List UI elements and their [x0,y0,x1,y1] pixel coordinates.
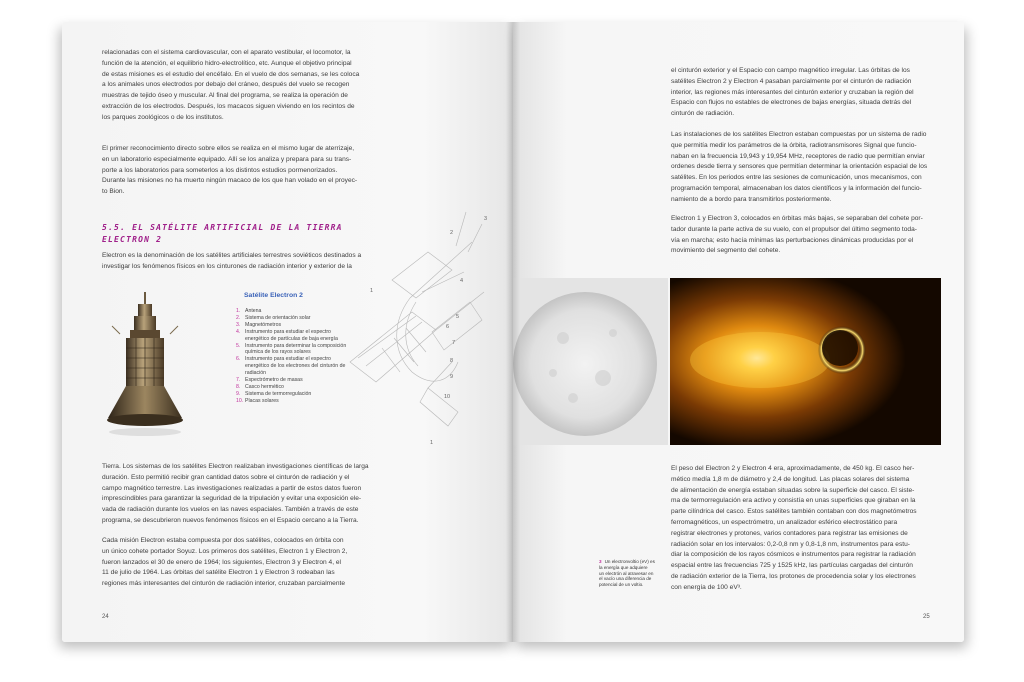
figure-title: Satélite Electron 2 [244,292,303,299]
text-line: regiones más interesantes del cinturón de radiación interior, cruzaban parcialmente [102,580,346,588]
legend-text: Instrumento para determinar la composición [245,342,347,349]
right-paragraph-2 [671,130,941,206]
text-line: un único cohete portador Soyuz. Los primeros dos satélites, Electron 1 y Electron 2, [102,547,348,555]
text-line: ma de termorregulación era activo y consistía en unas superficies que giraban en la [671,497,916,505]
satellite-wireframe-diagram [332,212,492,446]
text-line: de radiación exterior de la Tierra, los protones de procedencia solar y los electrones [671,572,916,580]
text-line: ferromagnéticos, un espectrómetro, un analizador esférico electrostático para [671,518,898,526]
text-line: tador durante la parte activa de su vuelo, con el propulsor del último segmento toda- [671,225,917,233]
text-line: con energía de 100 eV³. [671,583,742,591]
footnote-line: el vacío una diferencia de [599,576,652,582]
legend-text: Sistema de termorregulación [245,390,312,397]
left-paragraph-4 [102,536,384,590]
section-heading-line: ELECTRON 2 [102,235,163,244]
text-line: cinturón de radiación. [671,110,735,118]
satellite-photo [100,290,190,440]
diagram-label: 6 [446,324,450,330]
text-line: que permitía medir los parámetros de la órbita, radiotransmisores Signal que funcio- [671,141,917,149]
text-line: El primer reconocimiento directo sobre ellos se realiza en el mismo lugar de aterrizaje, [102,145,355,152]
text-line: naban en la frecuencia 19,943 y 19,954 MHz, receptores de radio que permitían enviar [671,152,925,160]
text-line: espacial entre las frecuencias 725 y 1525 kHz, las partículas cargadas del cinturón [671,562,913,570]
diagram-label: 10 [444,394,451,400]
legend-num: 8. [236,383,241,390]
text-line: de estas misiones es el estudio del encéfalo. En el vuelo de dos semanas, se les coloca [102,70,360,78]
diagram-label: 7 [452,340,456,346]
open-book [62,22,964,642]
text-line: Durante las misiones no ha muerto ningún macaco de los que han volado en el proyec- [102,177,358,185]
legend-num: 4. [236,328,241,335]
text-line: mético medía 1,8 m de diámetro y 2,4 de longitud. Las placas solares del sistema [671,475,910,483]
text-line: duración. Esto permitió recibir gran cantidad datos sobre el cinturón de radiación y el [102,473,350,481]
text-line: programación temporal, almacenaban los datos científicos y la información del funcio- [671,184,922,192]
text-line: registrar electrones y protones, varios contadores para registrar las emisiones de [671,529,908,537]
diagram-label: 5 [456,314,460,320]
right-paragraph-4 [671,464,941,594]
legend-num [236,336,245,343]
legend-num: 3. [236,321,241,328]
footnote-line: la energía que adquiere [599,564,648,570]
text-line: muestras de tejido óseo y muscular. Al final del programa, se realiza la operación de [102,92,348,100]
left-paragraph-1 [102,48,384,124]
legend-text: radiación [245,370,267,377]
right-paragraph-1 [671,66,941,120]
legend-text: Antena [245,308,262,314]
text-line: Las instalaciones de los satélites Electron estaban compuestas por un sistema de radio [671,131,927,138]
text-line: función de la atención, el equilibrio hidro-electrolítico, etc. Aunque el objetivo principal [102,59,352,67]
legend-text: Sistema de orientación solar [245,314,311,321]
text-line: movimiento del segmento del cohete. [671,247,781,255]
text-line: extracción de los electrodos. Después, los macacos siguen viviendo en los recintos de [102,102,355,110]
legend-num: 10. [236,397,244,404]
text-line: campo magnético terrestre. Las investigaciones realizadas a partir de estos datos fueron [102,484,362,492]
text-line: a los animales unos electrodos por debajo del cráneo, después del vuelo se recogen [102,81,350,89]
legend-text: química de los rayos solares [245,349,311,356]
legend-num: 5. [236,342,241,349]
left-page [62,22,513,642]
legend-num: 9. [236,390,241,397]
text-line: los parques zoológicos o de los institutos. [102,113,224,121]
footnote-line: potencial de un voltio. [599,582,644,588]
page-number: 25 [923,614,930,620]
text-line: vada de radiación durante los vuelos en las naves espaciales. También a través de este [102,506,359,514]
text-line: fueron lanzados el 30 de enero de 1964; los siguientes, Electron 3 y Electron 4, el [102,558,341,566]
legend-text: Instrumento para estudiar el espectro [245,328,331,335]
legend-text: Espectrómetro de masas [245,377,303,384]
text-line: satélites Electron 2 y Electron 4 pasaban parcialmente por el cinturón de radiación [671,77,912,85]
text-line: 11 de julio de 1964. Las órbitas del satélite Electron 1 y Electron 3 rodeaban las [102,569,335,577]
text-line: El peso del Electron 2 y Electron 4 era, aproximadamente, de 450 kg. El casco her- [671,465,915,472]
text-line: relacionadas con el sistema cardiovascular, con el aparato vestibular, el locomotor, la [102,49,351,56]
legend-num [236,349,245,356]
legend-num [236,363,245,370]
diagram-label: 9 [450,374,454,380]
text-line: Electron 1 y Electron 3, colocados en órbitas más bajas, se separaban del cohete por- [671,215,923,222]
legend-num [236,370,245,377]
diagram-label: 1 [430,440,434,446]
page-number: 24 [102,614,109,620]
footnote-line: un electrón al atravesar en [599,570,654,576]
text-line: to Bion. [102,188,125,196]
right-page [513,22,964,642]
right-paragraph-3 [671,214,941,257]
text-line: Cada misión Electron estaba compuesta por dos satélites, colocados en órbita con [102,537,344,544]
diagram-label: 1 [370,288,374,294]
book-gutter [506,22,520,642]
footnote-number: 3 [599,559,602,564]
legend-text: Placas solares [245,397,279,404]
diagram-label: 3 [484,216,488,222]
legend-num: 7. [236,377,241,384]
sun-photo [513,278,668,445]
legend-num: 1. [236,308,241,314]
diagram-label: 8 [450,358,454,364]
text-line: investigar los fenómenos físicos en los cinturones de radiación interior y exterior de la [102,262,352,270]
text-line: namiento de a bordo para transmitirlos posteriormente. [671,195,832,203]
legend-text: energético de los electrones del cinturón de [245,363,346,370]
left-paragraph-2 [102,144,384,198]
legend-num: 6. [236,356,241,363]
section-heading-line: 5.5. EL SATÉLITE ARTIFICIAL DE LA TIERRA [102,223,343,232]
diagram-label: 4 [460,278,464,284]
text-line: porte a los laboratorios para someterlos a los distintos estudios pormenorizados. [102,166,338,174]
footnote-line: Un electronvoltio (eV) es [604,559,655,564]
section-heading [102,222,343,246]
left-paragraph-3 [102,462,384,527]
text-line: ordenes desde tierra y sensores que permitían determinar la orientación espacial de los [671,163,928,171]
footnote [599,559,671,588]
text-line: imprescindibles para garantizar la seguridad de la tripulación y evitar una exposición ele- [102,495,362,503]
text-line: diar la composición de los rayos cósmicos e instrumentos para registrar la radiación [671,551,916,559]
legend-text: Magnetómetros [245,321,282,328]
legend-num: 2. [236,314,241,321]
text-line: satélites. En los periodos entre las sesiones de comunicación, unos mecanismos, con [671,174,922,182]
text-line: vía en marcha; esto hacía mínimas las perturbaciones dinámicas producidas por el [671,236,914,244]
text-line: Tierra. Los sistemas de los satélites Electron realizaban investigaciones científicas de larga [102,463,369,470]
text-line: de alimentación de energía estaban situadas sobre la superficie del casco. El siste- [671,486,915,494]
legend-text: Casco hermético [245,383,284,390]
legend-text: Instrumento para estudiar el espectro [245,356,331,363]
solar-eclipse-photo [670,278,941,445]
diagram-label: 2 [450,230,454,236]
text-line: en un laboratorio especialmente equipado. Allí se los analiza y prepara para su trans- [102,155,352,163]
text-line: parte cilíndrica del casco. Estos satélites también contaban con dos magnetómetros [671,508,917,516]
text-line: radiación solar en los intervalos: 0,2-0,8 nm y 0,8-1,8 nm, instrumentos para estu- [671,540,910,548]
text-line: programa, se descubrieron nuevos fenómenos físicos en el Espacio cercano a la Tierra. [102,516,359,524]
text-line: el cinturón exterior y el Espacio con campo magnético irregular. Las órbitas de los [671,67,910,74]
text-line: interior, las regiones más interesantes del cinturón exterior y cruzaban la región del [671,88,914,96]
text-line: Electron es la denominación de los satélites artificiales terrestres soviéticos destinados a [102,252,362,259]
legend-text: energético de partículas de baja energía [245,335,338,342]
text-line: Espacio con flujos no estables de electrones de bajas energías, situada detrás del [671,99,912,107]
